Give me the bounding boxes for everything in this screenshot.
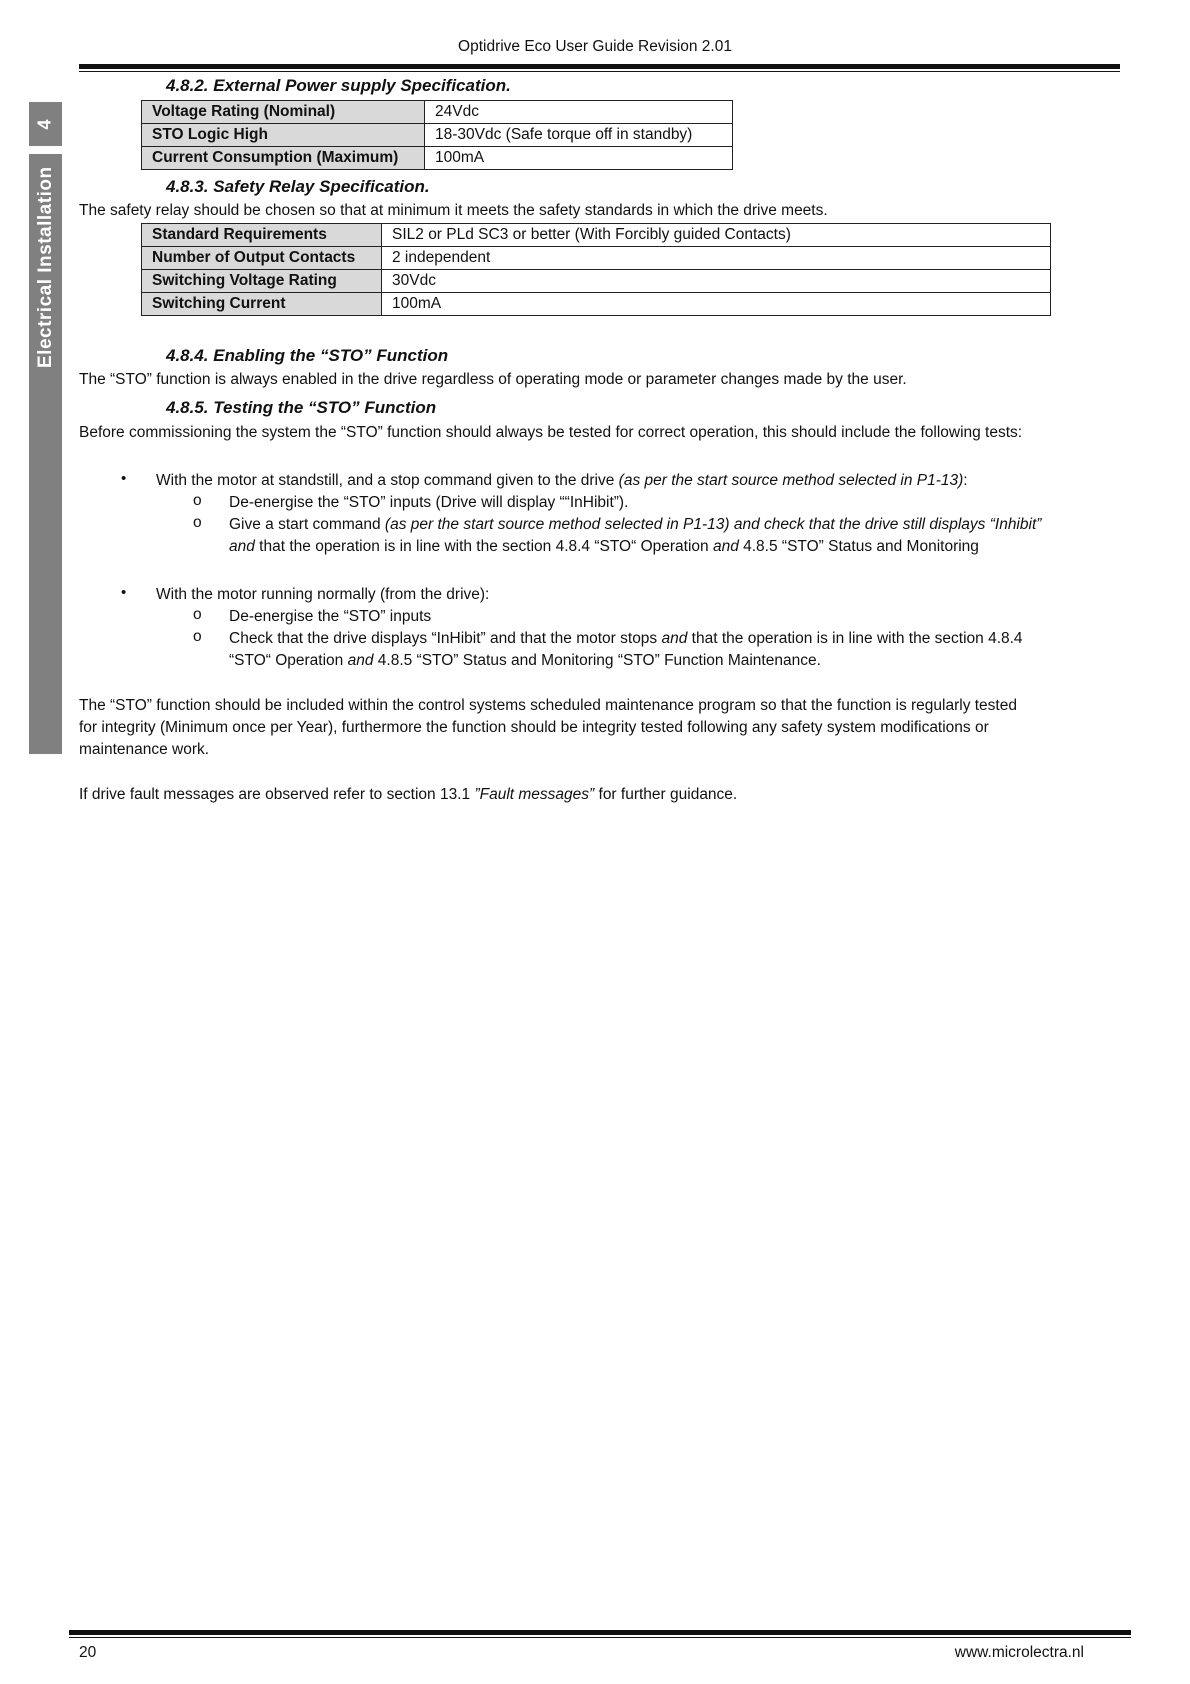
spec-key: Current Consumption (Maximum)	[142, 147, 425, 170]
safety-relay-spec-table	[141, 223, 1051, 316]
sub-bullet-marker: o	[193, 628, 202, 645]
header-rule-thin	[79, 71, 1120, 72]
table-row	[142, 101, 733, 124]
list-item: Check that the drive displays “InHibit” and that the motor stops and that the operation is in line with the section 4.8.4 “STO“ Operation and 4.8.5 “STO” Status and Monitoring “STO” Function Maintenance.	[229, 630, 1023, 669]
footer-rule-thin	[69, 1637, 1131, 1638]
spec-value: SIL2 or PLd SC3 or better (With Forcibly guided Contacts)	[382, 224, 1051, 247]
footer-rule-thick	[69, 1630, 1131, 1635]
spec-key: Number of Output Contacts	[142, 247, 382, 270]
power-supply-spec-table	[141, 100, 733, 170]
table-row	[142, 247, 1051, 270]
spec-value: 18-30Vdc (Safe torque off in standby)	[425, 124, 733, 147]
table-row	[142, 270, 1051, 293]
sub-bullet-marker: o	[193, 606, 202, 623]
table-row	[142, 224, 1051, 247]
footer-url: www.microlectra.nl	[954, 1644, 1084, 1661]
list-item: With the motor at standstill, and a stop command given to the drive (as per the start source method selected in P1-13):	[156, 472, 968, 489]
safety-relay-intro: The safety relay should be chosen so that at minimum it meets the safety standards in which the drive meets.	[79, 202, 828, 219]
section-heading-4-8-2: 4.8.2. External Power supply Specification.	[166, 76, 511, 95]
chapter-tab-label	[29, 154, 62, 754]
list-item: De-energise the “STO” inputs (Drive will display ““InHibit”).	[229, 494, 629, 511]
spec-value: 100mA	[382, 293, 1051, 316]
header-rule-thick	[79, 64, 1120, 69]
sto-maintenance-text: The “STO” function should be included within the control systems scheduled maintenance program so that the function is regularly tested for integrity (Minimum once per Year), furthermore the function should be integrity tested following any safety system modifications or maintenance work.	[79, 697, 1017, 758]
list-item: Give a start command (as per the start source method selected in P1-13) and check that the drive still displays “Inhibit” and that the operation is in line with the section 4.8.4 “STO“ Operation and 4.8.5 “STO” Status and Monitoring	[229, 516, 1042, 555]
spec-value: 30Vdc	[382, 270, 1051, 293]
list-item: De-energise the “STO” inputs	[229, 608, 432, 625]
table-row	[142, 124, 733, 147]
table-row	[142, 293, 1051, 316]
spec-key: STO Logic High	[142, 124, 425, 147]
page-number: 20	[79, 1644, 97, 1661]
table-row	[142, 147, 733, 170]
sub-bullet-marker: o	[193, 514, 202, 531]
chapter-label: Electrical Installation	[35, 166, 56, 368]
chapter-number: 4	[34, 118, 55, 130]
sub-bullet-marker: o	[193, 492, 202, 509]
spec-key: Voltage Rating (Nominal)	[142, 101, 425, 124]
sto-enabled-text: The “STO” function is always enabled in the drive regardless of operating mode or parameter changes made by the user.	[79, 371, 907, 388]
sto-testing-intro: Before commissioning the system the “STO” function should always be tested for correct operation, this should include the following tests:	[79, 424, 1023, 441]
section-heading-4-8-4: 4.8.4. Enabling the “STO” Function	[166, 346, 449, 365]
list-item: With the motor running normally (from the drive):	[156, 586, 490, 603]
spec-value: 100mA	[425, 147, 733, 170]
bullet-marker: •	[121, 470, 127, 487]
bullet-marker: •	[121, 584, 127, 601]
section-heading-4-8-5: 4.8.5. Testing the “STO” Function	[166, 398, 437, 417]
page-header-title: Optidrive Eco User Guide Revision 2.01	[458, 38, 732, 55]
fault-messages-text: If drive fault messages are observed refer to section 13.1 ”Fault messages” for further guidance.	[79, 786, 738, 803]
spec-key: Switching Current	[142, 293, 382, 316]
spec-key: Switching Voltage Rating	[142, 270, 382, 293]
section-heading-4-8-3: 4.8.3. Safety Relay Specification.	[166, 177, 430, 196]
spec-key: Standard Requirements	[142, 224, 382, 247]
spec-value: 24Vdc	[425, 101, 733, 124]
spec-value: 2 independent	[382, 247, 1051, 270]
